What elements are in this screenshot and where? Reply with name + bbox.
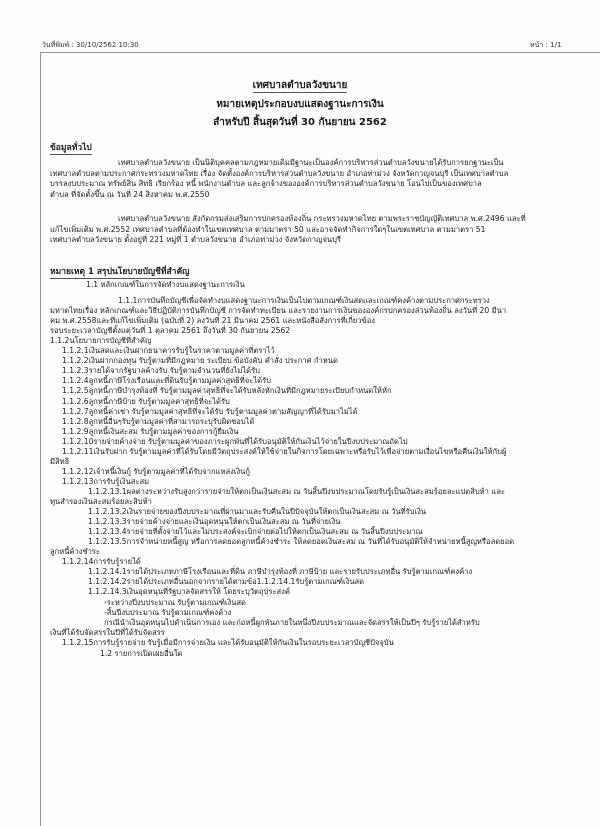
doc-title-name: หมายเหตุประกอบงบแสดงฐานะการเงิน [216, 99, 384, 110]
policy-line: 1.1.2.15การรับรู้รายจ่าย รับรู้เมื่อมีการจ่ายเงิน และได้รับอนุมัติให้กันเงินในรอบระยะเวลาบัญชีปัจจุบัน [62, 637, 394, 647]
policy-line: 1.1.2.11เงินรับฝาก รับรู้ตามมูลค่าที่ได้รับโดยมีวัตถุประสงค์ให้ใช้จ่ายในกิจการโดยเฉพาะหรือรับไว้เพื่อจ่ายตามเงื่อนไขหรือคืนเงินให้กับผู้ [62, 446, 507, 456]
policy-line: 1.1.2.14การรับรู้รายได้ [62, 557, 141, 567]
policy-line: คม พ.ศ.2558และที่แก้ไขเพิ่มเติม (ฉบับที่ 2) ลงวันที่ 21 มีนาคม 2561 และหนังสือสั่งการที่เกี่ยวข้อง [50, 316, 375, 326]
policy-line: 1.1.2.13.5การจำหน่ายหนี้สูญ หรือการลดยอดลูกหนี้ค้างชำระ ให้ลดยอดเงินสะสม ณ วันที่ได้รับอนุมัติให้จำหน่ายหนี้สูญหรือลดยอด [88, 537, 515, 547]
general-paragraph-line: เทศบาลตำบลตามประกาศกระทรวงมหาดไทย เรื่อง จัดตั้งองค์การบริหารส่วนตำบลวังขนาย อำเภอท่าม่วง จังหวัดกาญจนบุรี เป็นเทศบาลตำบล [50, 168, 509, 178]
page-number: หน้า : 1/1 [530, 41, 562, 49]
policy-line: -สิ้นปีงบประมาณ รับรู้ตามเกณฑ์คงค้าง [104, 607, 232, 617]
general-paragraph-line: เทศบาลตำบลวังขนาย เป็นนิติบุคคลตามกฎหมายเดิมมีฐานะเป็นองค์การบริหารส่วนตำบลวังขนายได้รับการยกฐานะเป็น [118, 158, 504, 167]
policy-line: 1.1.2.13.1ผลต่างระหว่างรับสูงกว่ารายจ่ายให้ตกเป็นเงินสะสม ณ วันสิ้นปีงบประมาณโดยรับรู้เป็นเงินสะสมร้อยละแปดสิบห้า และ [88, 486, 505, 496]
note1-subheading: 1.1 หลักเกณฑ์ในการจัดทำงบแสดงฐานะการเงิน [86, 280, 245, 289]
general-paragraph-line: แก้ไขเพิ่มเติม พ.ศ.2552 เทศบาลตำบลที่ต้องทำในเขตเทศบาล ตามมาตรา 50 และอาจจัดทำกิจการใดๆในเขตเทศบาล ตามมาตรา 51 [50, 224, 486, 234]
policy-line: ลูกหนี้ค้างชำระ [50, 547, 101, 557]
policy-line: มหาดไทยเรื่อง หลักเกณฑ์และวิธีปฏิบัติการบันทึกบัญชี การจัดทำทะเบียน และรายงานการเงินขององค์กรปกครองส่วนท้องถิ่น ลงวันที่ 20 มีนา [50, 306, 507, 316]
policy-line: 1.1.2.13การรับรู้เงินสะสม [62, 476, 150, 486]
policy-line: 1.1.2.4ลูกหนี้ภาษีโรงเรือนและที่ดินรับรู้ตามมูลค่าสุทธิที่จะได้รับ [62, 376, 271, 386]
note12-heading: 1.2 รายการเปิดเผยอื่นใด [100, 649, 183, 658]
policy-line: รอบระยะเวลาบัญชีตั้งแต่วันที่ 1 ตุลาคม 2561 ถึงวันที่ 30 กันยายน 2562 [50, 326, 291, 336]
policy-line: 1.1.2.14.2รายได้ประเภทอื่นนอกจากรายได้ตามข้อ1.1.2.14.1รับรู้ตามเกณฑ์เงินสด [88, 577, 365, 587]
policy-line: มีสิทธิ [50, 456, 70, 466]
policy-line: 1.1.1การบันทึกบัญชีเพื่อจัดทำงบแสดงฐานะการเงินเป็นไปตามเกณฑ์เงินสดและเกณฑ์คงค้างตามประกาศกระทรวง [118, 296, 490, 305]
note1-heading: หมายเหตุ 1 สรุปนโยบายบัญชีที่สำคัญ [50, 267, 190, 277]
doc-title-period: สำหรับปี สิ้นสุดวันที่ 30 กันยายน 2562 [213, 117, 387, 128]
general-heading: ข้อมูลทั่วไป [50, 143, 92, 153]
policy-line: 1.1.2.7ลูกหนี้ค่าเช่า รับรู้ตามมูลค่าสุทธิที่จะได้รับ รับรู้ตามมูลค่าตามสัญญาที่ได้รับมาไม่ได้ [62, 406, 358, 416]
policy-line: กรณีนำเงินอุดหนุนไปดำเนินการเอง และก่อหนี้ผูกพันภายในหนึ่งปีงบประมาณและจัดสรรให้เป็นปีๆ รับรู้รายได้สำหรับ [104, 617, 480, 627]
policy-line: 1.1.2.6ลูกหนี้ภาษีป้าย รับรู้ตามมูลค่าสุทธิที่จะได้รับ [62, 396, 230, 406]
policy-line: 1.1.2.12เจ้าหนี้เงินกู้ รับรู้ตามมูลค่าที่ได้รับจากแหล่งเงินกู้ [62, 466, 250, 476]
policy-line: -ระหว่างปีงบประมาณ รับรู้ตามเกณฑ์เงินสด [104, 597, 246, 607]
general-paragraph-line: เทศบาลตำบลวังขนาย ตั้งอยู่ที่ 221 หมู่ที่ 1 ตำบลวังขนาย อำเภอท่าม่วง จังหวัดกาญจนบุรี [50, 235, 341, 244]
policy-line: 1.1.2.8ลูกหนี้อื่นๆรับรู้ตามมูลค่าที่สามารถระบุรับผิดชอบได้ [62, 416, 255, 426]
policy-line: 1.1.2.13.2เงินรายจ่ายของปีงบประมาณที่ผ่านมาและรับคืนในปีปัจจุบันให้ตกเป็นเงินสะสม ณ วันที่รับเงิน [88, 507, 427, 517]
policy-line: เงินที่ได้รับจัดสรรในปีที่ได้รับจัดสรร [50, 627, 165, 637]
policy-line: 1.1.2.9ลูกหนี้เงินสะสม รับรู้ตามมูลค่าของการกู้ยืมเงิน [62, 426, 239, 436]
general-paragraph-line: เทศบาลตำบลวังขนาย สังกัดกรมส่งเสริมการปกครองท้องถิ่น กระทรวงมหาดไทย ตามพระราชบัญญัติเทศบาล พ.ศ.2496 และที่ [118, 214, 526, 223]
policy-line: 1.1.2.14.3เงินอุดหนุนที่รัฐบาลจัดสรรให้ โดยระบุวัตถุประสงค์ [88, 587, 290, 597]
doc-title-org: เทศบาลตำบลวังขนาย [252, 80, 348, 91]
policy-line: 1.1.2.10รายจ่ายค้างจ่าย รับรู้ตามมูลค่าของภาระผูกพันที่ได้รับอนุมัติให้กันเงินไว้จ่ายในปีงบประมาณถัดไป [62, 436, 408, 446]
policy-line: 1.1.2.1เงินสดและเงินฝากธนาคารรับรู้ในราคาตามมูลค่าที่ตราไว้ [62, 346, 275, 356]
policy-line: 1.1.2.13.3รายจ่ายค้างจ่ายและเงินอุดหนุนให้ตกเป็นเงินสะสม ณ วันที่จ่ายเงิน [88, 517, 341, 527]
policy-line: 1.1.2.14.1รายได้ประเภทภาษีโรงเรือนและที่ดิน ภาษีบำรุงท้องที่ ภาษีป้าย และรายรับประเภทอื่น รับรู้ตามเกณฑ์คงค้าง [88, 567, 473, 577]
policy-line: 1.1.2นโยบายการบัญชีที่สำคัญ [50, 336, 152, 346]
policy-line: 1.1.2.3รายได้จากรัฐบาลค้างรับ รับรู้ตามจำนวนที่ยังไม่ได้รับ [62, 366, 260, 376]
general-paragraph-line: ตำบล ที่จัดตั้งขึ้น ณ วันที่ 24 สิงหาคม พ.ศ.2550 [50, 189, 210, 199]
policy-line: 1.1.2.2เงินฝากกองทุน รับรู้ตามที่มีกฎหมาย ระเบียบ ข้อบังคับ คำสั่ง ประกาศ กำหนด [62, 356, 338, 366]
print-date: วันที่พิมพ์ : 30/10/2562 10:30 [42, 41, 139, 49]
policy-line: ทุนสำรองเงินสะสมร้อยละสิบห้า [50, 497, 152, 506]
policy-line: 1.1.2.5ลูกหนี้ภาษีบำรุงท้องที่ รับรู้ตามมูลค่าสุทธิที่จะได้รับหลังหักเงินที่มีกฎหมายระเบียบกำหนดให้หัก [62, 386, 392, 396]
policy-line: 1.1.2.13.4รายจ่ายที่ตั้งจ่ายไว้และไม่ประสงค์จะเบิกจ่ายต่อไปให้ตกเป็นเงินสะสม ณ วันสิ้นปีงบประมาณ [88, 527, 423, 537]
general-paragraph-line: บรรลงบประมาณ ทรัพย์สิน สิทธิ เรียกร้อง หนี้ พนักงานตำบล และลูกจ้างขององค์การบริหารส่วนตำบลวังขนาย โอนไปเป็นของเทศบาล [50, 179, 482, 188]
